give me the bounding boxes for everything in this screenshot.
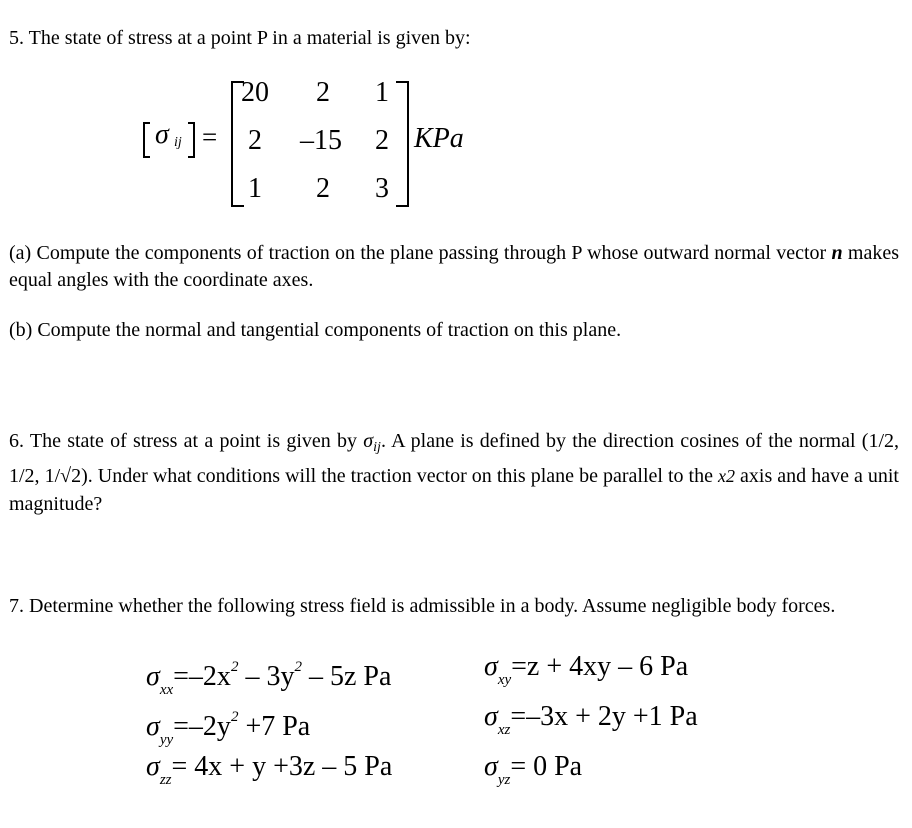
sigma-bracket-icon [140, 121, 200, 161]
equation-sigma-xz: $\sigma_{xz}=-3x + 2y +1$ Pa [484, 701, 698, 738]
sigma-subscript: ij [174, 135, 182, 150]
equation-sigma-xx: $\sigma_{xx}=-2x^2 - 3y^2 - 5z$ Pa [146, 659, 392, 698]
problem-7-text: 7. Determine whether the following stress field is admissible in a body. Assume negligible body forces. [9, 595, 836, 617]
equation-sigma-xy: $\sigma_{xy}=z + 4xy - 6$ Pa [484, 651, 689, 688]
matrix-cell: 1 [375, 77, 389, 108]
problem-5-intro: 5. The state of stress at a point P in a material is given by: [9, 27, 471, 49]
part-a-prefix: (a) Compute the components of traction on the plane passing through P whose outward normal vector [9, 242, 832, 264]
problem-5-part-b: (b) Compute the normal and tangential components of traction on this plane. [9, 319, 622, 341]
problem-6-text-1: 6. The state of stress at a point is given by [9, 430, 364, 452]
normal-vector-n: n [831, 242, 843, 264]
matrix-cell: 2 [248, 125, 262, 156]
matrix-cell: 20 [241, 77, 269, 108]
problem-6-text-3: axis and have a unit magnitude? [9, 465, 899, 515]
equation-sigma-yz: $\sigma_{yz}= 0$ Pa [484, 751, 583, 788]
problem-5-part-a [9, 240, 899, 294]
problem-6-x2: x2 [718, 466, 736, 486]
matrix-cell: 2 [375, 125, 389, 156]
problem-6-sigma: σ [363, 430, 374, 452]
sigma-symbol: σ [155, 119, 169, 150]
equals-sign: = [202, 122, 218, 152]
stress-matrix [140, 75, 500, 215]
problem-6-sigma-sub: ij [373, 440, 381, 455]
matrix-cell: –15 [300, 125, 342, 156]
matrix-cell: 2 [316, 173, 330, 204]
matrix-cell: 3 [375, 173, 389, 204]
equation-sigma-zz: $\sigma_{zz}= 4x + y +3z - 5$ Pa [146, 751, 393, 788]
matrix-cell: 2 [316, 77, 330, 108]
part-a-suffix: makes equal angles with the coordinate axes. [9, 242, 900, 291]
sigma-ij-bracketed [140, 121, 200, 157]
problem-6-text [9, 427, 899, 518]
matrix-cell: 1 [248, 173, 262, 204]
problem-6-text-2: . A plane is defined by the direction cosines of the normal (1/2, 1/2, 1/√2). Under what conditions will the traction vector on this plane be parallel to the [9, 430, 900, 487]
matrix-unit: KPa [414, 123, 464, 154]
equation-sigma-yy: $\sigma_{yy}=-2y^2 +7$ Pa [146, 709, 311, 748]
